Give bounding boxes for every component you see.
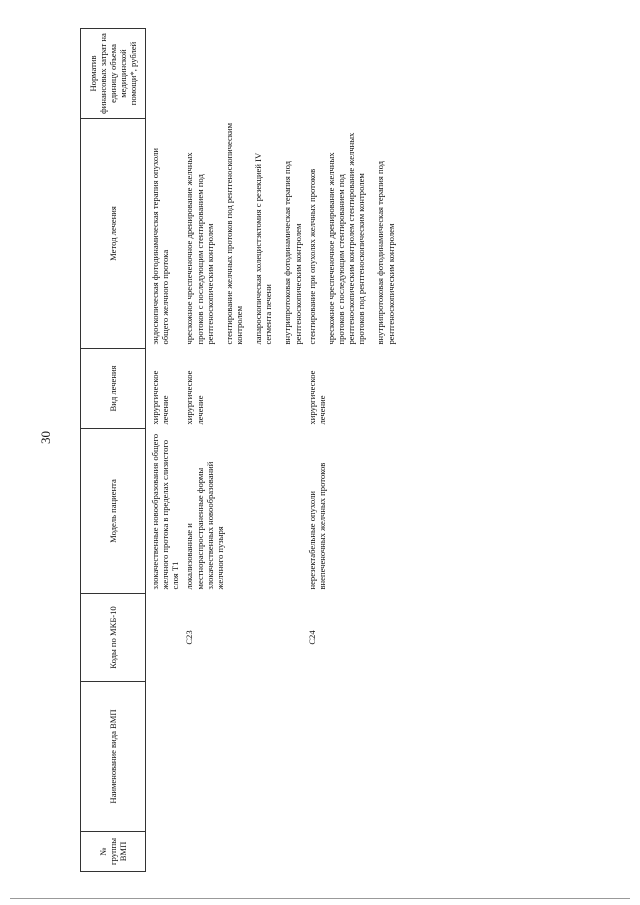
cell-patient-model: злокачественные новообразования общего желчного протока в пределах слизистого слоя Т1: [150, 433, 181, 590]
cell-treatment-method: [182, 119, 304, 349]
cell-cost-standard: [305, 29, 398, 119]
method-item: лапароскопическая холецистэктомия с резекцией IV сегмента печени: [253, 152, 274, 345]
header-icd-codes: Коды по МКБ-10: [81, 594, 146, 682]
cell-treatment-type: хирургическое лечение: [150, 370, 171, 425]
table-row: [305, 29, 398, 872]
method-item: эндоскопическая фотодинамическая терапия опухоли общего желчного протока: [150, 148, 171, 345]
cell-cost-standard: [182, 29, 304, 119]
header-vmp-name: Наименование вида ВМП: [81, 682, 146, 832]
rotated-table-container: [80, 29, 550, 872]
cell-treatment-method: [146, 119, 183, 349]
header-treatment-type: Вид лечения: [81, 349, 146, 429]
cell-group-number: [146, 832, 183, 872]
cell-treatment-method: [305, 119, 398, 349]
cell-group-number: [305, 832, 398, 872]
cell-group-number: [182, 832, 304, 872]
table-row: [182, 29, 304, 872]
cell-patient-model: локализованные и местнораспространенные формы злокачественных новообразований желчного пузыря: [184, 461, 225, 590]
cell-icd-code: C23: [184, 630, 195, 645]
method-item: внутрипротоковая фотодинамическая терапия под рентгеноскопическим контролем: [375, 160, 396, 345]
method-item: чрескожное чреспеченочное дренирование желчных протоков с последующим стентированием под рентгеноскопическим контролем: [184, 152, 215, 345]
cell-vmp-name: [146, 682, 183, 832]
cell-vmp-name: [182, 682, 304, 832]
cell-patient-model: нерезектабельные опухоли внепеченочных желчных протоков: [306, 462, 327, 590]
bottom-rule: [10, 898, 630, 899]
header-patient-model: Модель пациента: [81, 429, 146, 594]
cell-icd-code: C24: [306, 630, 317, 645]
page-number: 30: [38, 431, 53, 444]
cell-icd-code: [146, 594, 183, 682]
table-row: [146, 29, 183, 872]
header-cost-standard: Норматив финансовых затрат на единицу объема медицинской помощи*, рублей: [81, 29, 146, 119]
method-item: внутрипротоковая фотодинамическая терапия под рентгеноскопическим контролем: [282, 160, 303, 345]
table-header-row: [81, 29, 146, 872]
method-item: чрескожное чреспеченочное дренирование желчных протоков с последующим стентированием под рентгеноскопическим контролем стентирование желчных протоков под рентгеноскопическим контролем: [325, 132, 367, 345]
vmp-table: [80, 28, 398, 872]
method-item: стентирование при опухолях желчных протоков: [306, 168, 317, 345]
method-item: стентирование желчных протоков под рентгеноскопическим контролем: [223, 122, 244, 345]
cell-treatment-type: хирургическое лечение: [306, 370, 327, 425]
cell-treatment-type: хирургическое лечение: [184, 370, 205, 425]
header-group-number: № группы ВМП: [81, 832, 146, 872]
header-treatment-method: Метод лечения: [81, 119, 146, 349]
cell-vmp-name: [305, 682, 398, 832]
cell-cost-standard: [146, 29, 183, 119]
